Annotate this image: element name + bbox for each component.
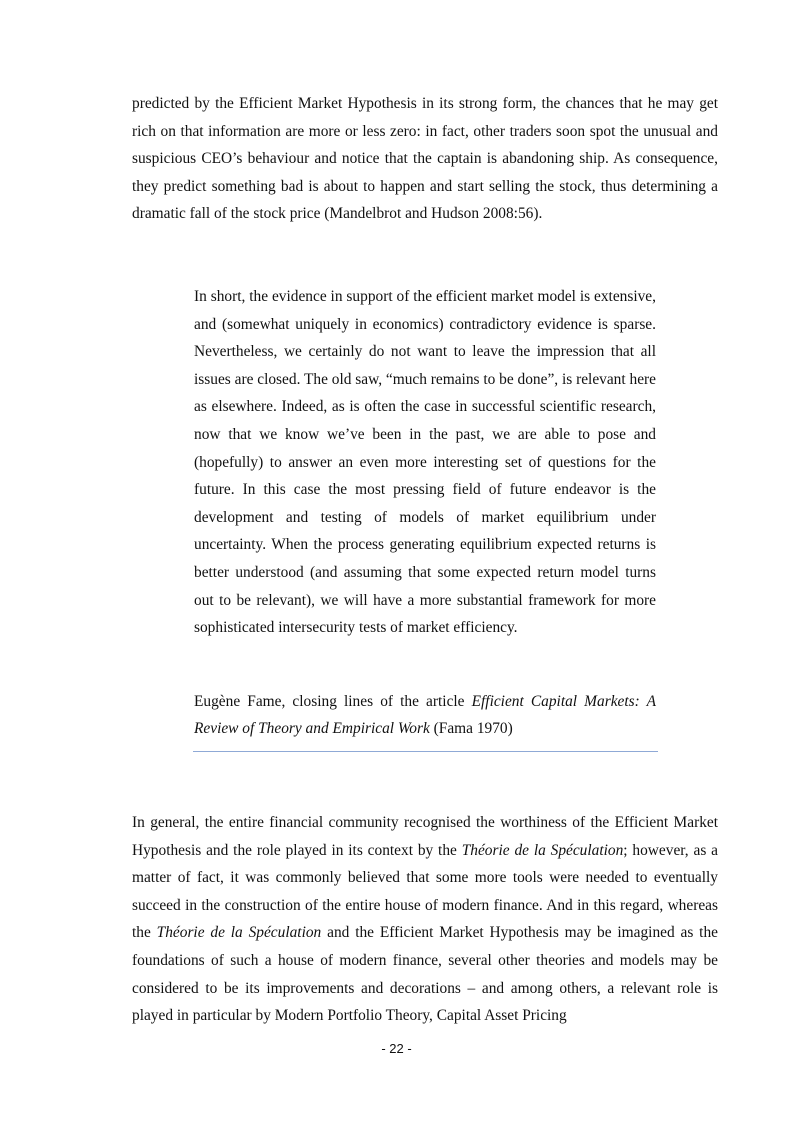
block-quote: In short, the evidence in support of the efficient market model is extensive, and (somewhat uniquely in economics) contradictory evidence is sparse. Nevertheless, we certainly do not want to leave the impression that all issues are closed. The old saw, “much remains to be done”, is relevant here as elsewhere. Indeed, as is often the case in successful scientific research, now that we know we’ve been in the past, we are able to pose and (hopefully) to answer an even more interesting set of questions for the future. In this case the most pressing field of future endeavor is the development and testing of models of market equilibrium under uncertainty. When the process generating equilibrium expected returns is better understood (and assuming that some expected return model turns out to be relevant), we will have a more substantial framework for more sophisticated intersecurity tests of market efficiency.: [194, 288, 656, 637]
quote-divider: [193, 751, 658, 752]
body-paragraph-2: [132, 809, 718, 1030]
body-paragraph-1: predicted by the Efficient Market Hypothesis in its strong form, the chances that he may get rich on that information are more or less zero: in fact, other traders soon spot the unusual and suspicious CEO’s behaviour and notice that the captain is abandoning ship. As consequence, they predict something bad is about to happen and start selling the stock, thus determining a dramatic fall of the stock price (Mandelbrot and Hudson 2008:56).: [132, 95, 718, 223]
paragraph-2-italic-2: Théorie de la Spéculation: [156, 924, 322, 942]
attribution-title: Efficient Capital Markets: A Review of Theory and Empirical Work: [194, 693, 656, 738]
quote-attribution: [194, 688, 656, 743]
paragraph-2-part-1: In general, the entire financial community recognised the worthiness of the Efficient Market Hypothesis and the role played in its context by the: [132, 814, 718, 859]
page-number: - 22 -: [381, 1041, 412, 1056]
attribution-prefix: Eugène Fame, closing lines of the article: [194, 693, 472, 710]
attribution-suffix: (Fama 1970): [429, 720, 513, 738]
paragraph-2-italic-1: Théorie de la Spéculation: [461, 841, 624, 859]
paragraph-2-part-2: ; however, as a matter of fact, it was commonly believed that some more tools were needed to eventually succeed in the construction of the entire house of modern finance. And in this regard, whereas the: [132, 841, 718, 942]
paragraph-2-part-3: and the Efficient Market Hypothesis may be imagined as the foundations of such a house of modern finance, several other theories and models may be considered to be its improvements and decorations – and among others, a relevant role is played in particular by Modern Portfolio Theory, Capital Asset Pricing: [132, 924, 718, 1025]
